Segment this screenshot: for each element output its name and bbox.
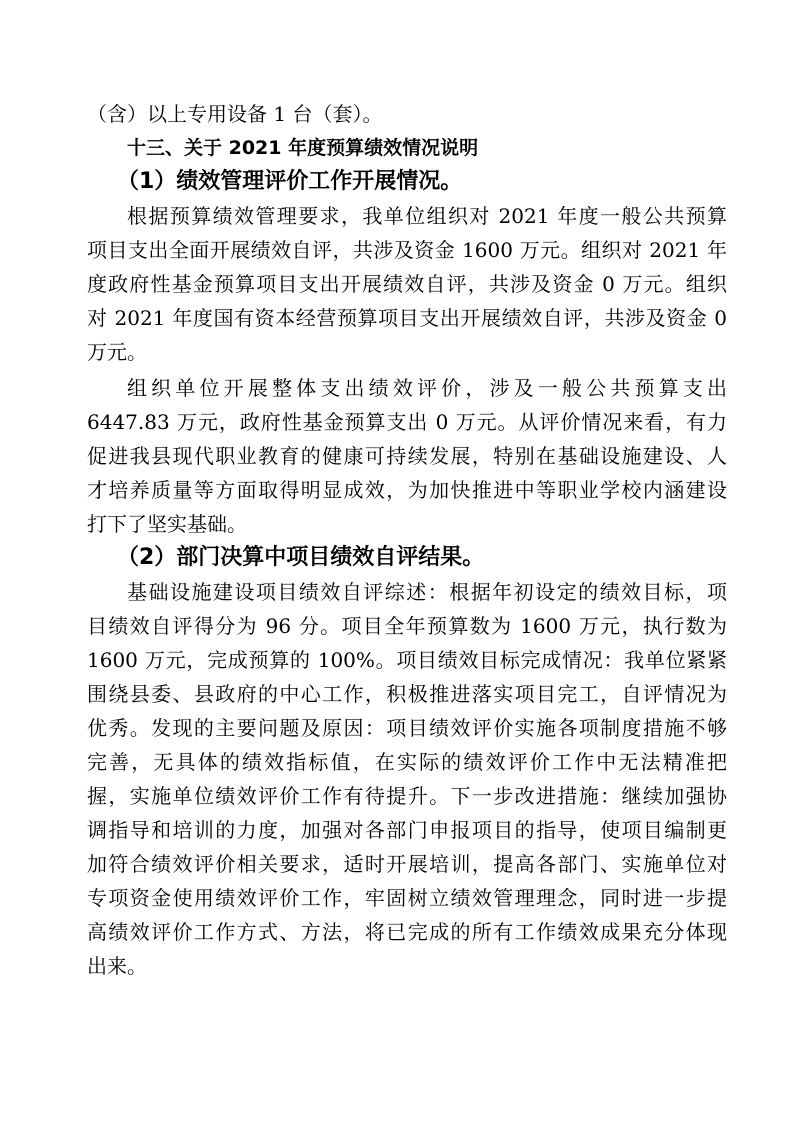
paragraph-line: 1600 万元，完成预算的 100%。项目绩效目标完成情况：我单位紧紧 [87,648,727,672]
paragraph-line: 围绕县委、县政府的中心工作，积极推进落实项目完工，自评情况为 [87,682,727,706]
paragraph-line: 高绩效评价工作方式、方法，将已完成的所有工作绩效成果充分体现 [87,920,727,944]
paragraph-line: 打下了坚实基础。 [87,512,247,536]
paragraph-line: 万元。 [87,340,147,364]
paragraph-line: 对 2021 年度国有资本经营预算项目支出开展绩效自评，共涉及资金 0 [87,306,727,330]
paragraph-line: 完善，无具体的绩效指标值，在实际的绩效评价工作中无法精准把 [87,750,727,774]
subsection-1-title: （1）绩效管理评价工作开展情况。 [117,169,463,194]
paragraph-line: 根据预算绩效管理要求，我单位组织对 2021 年度一般公共预算 [127,204,727,228]
paragraph-line: 6447.83 万元，政府性基金预算支出 0 万元。从评价情况来看，有力 [87,410,727,434]
paragraph-line: 握，实施单位绩效评价工作有待提升。下一步改进措施：继续加强协 [87,784,727,808]
paragraph-line: 才培养质量等方面取得明显成效，为加快推进中等职业学校内涵建设 [87,478,727,502]
paragraph-line: 出来。 [87,954,147,978]
paragraph-line: 基础设施建设项目绩效自评综述：根据年初设定的绩效目标，项 [127,580,727,604]
paragraph-line: 组织单位开展整体支出绩效评价，涉及一般公共预算支出 [127,376,727,400]
paragraph-line: 调指导和培训的力度，加强对各部门申报项目的指导，使项目编制更 [87,818,727,842]
paragraph-line: 专项资金使用绩效评价工作，牢固树立绩效管理理念，同时进一步提 [87,886,727,910]
paragraph-line: 促进我县现代职业教育的健康可持续发展，特别在基础设施建设、人 [87,444,727,468]
paragraph-line: 目绩效自评得分为 96 分。项目全年预算数为 1600 万元，执行数为 [87,614,727,638]
paragraph-line: 优秀。发现的主要问题及原因：项目绩效评价实施各项制度措施不够 [87,716,727,740]
subsection-2-title: （2）部门决算中项目绩效自评结果。 [117,545,485,570]
paragraph-line: 加符合绩效评价相关要求，适时开展培训，提高各部门、实施单位对 [87,852,727,876]
section-title: 十三、关于 2021 年度预算绩效情况说明 [127,137,479,159]
paragraph-line: 度政府性基金预算项目支出开展绩效自评，共涉及资金 0 万元。组织 [87,272,727,296]
continuation-line: （含）以上专用设备 1 台（套）。 [87,102,383,126]
paragraph-line: 项目支出全面开展绩效自评，共涉及资金 1600 万元。组织对 2021 年 [87,238,727,262]
